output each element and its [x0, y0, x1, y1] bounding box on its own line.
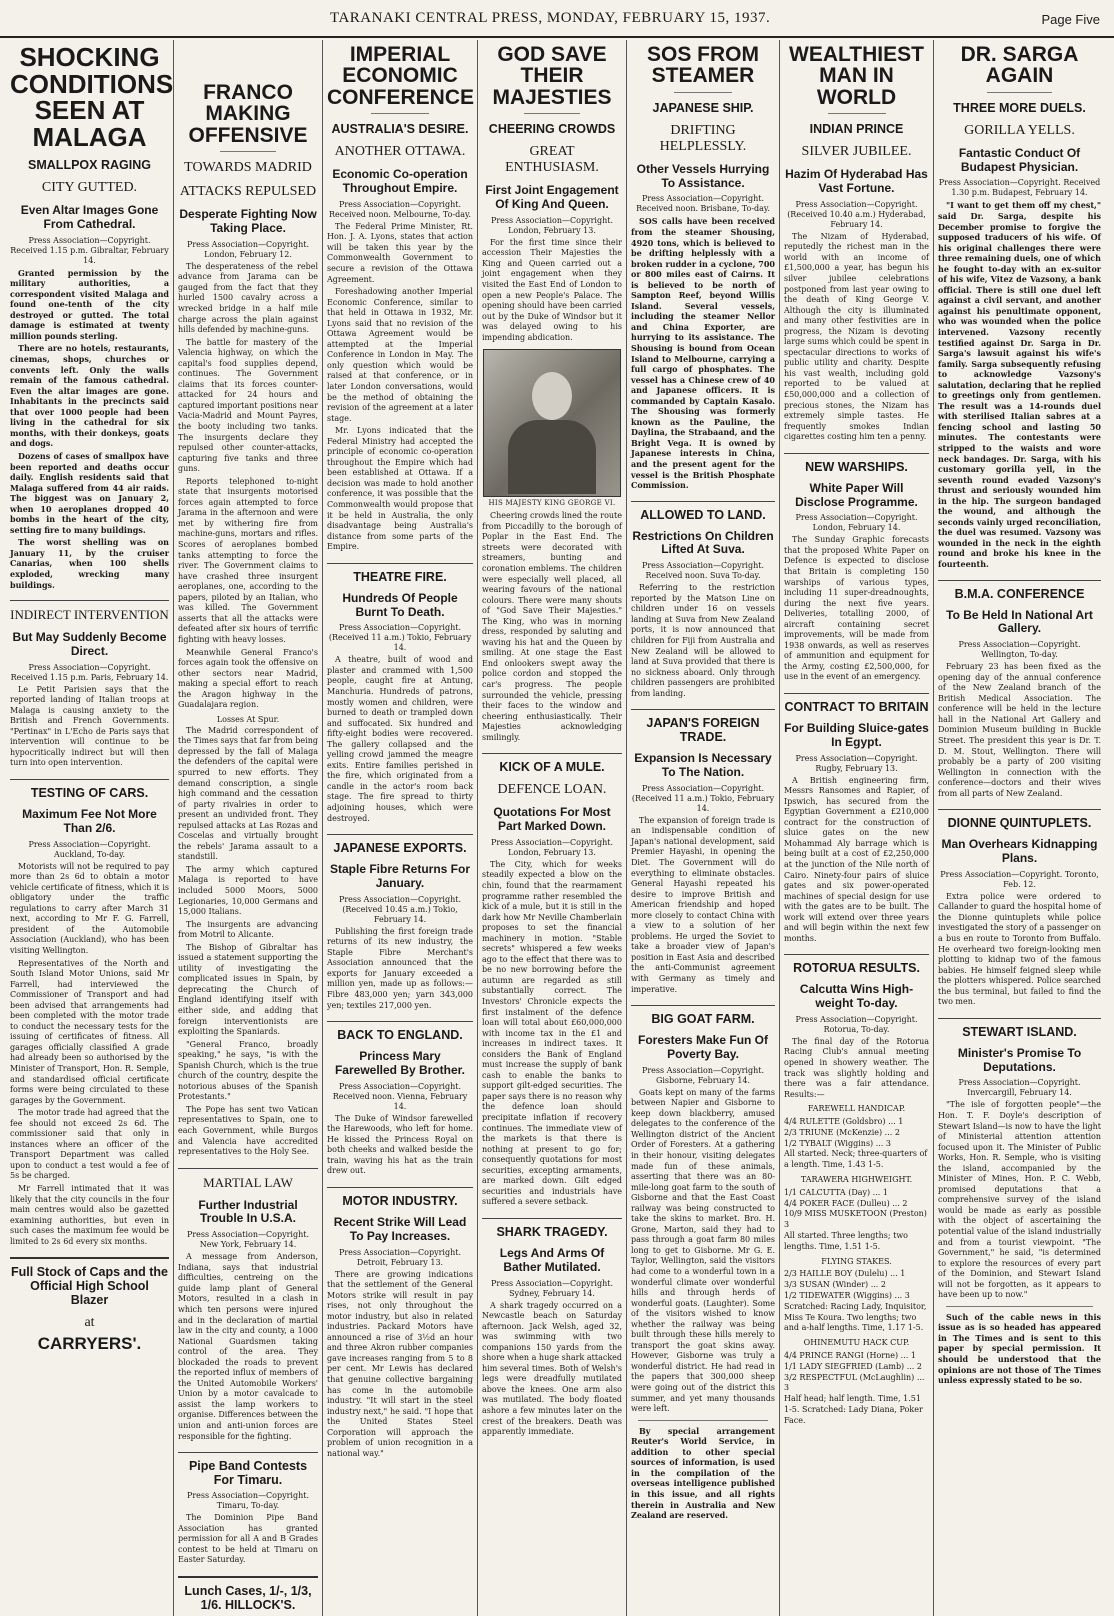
- race-result-row: 3/2 RESPECTFUL (McLaughlin) ... 3: [784, 1372, 925, 1393]
- paragraph: The Nizam of Hyderabad, reputedly the richest man in the world with an income of £1,500,000 a year, has begun his silver jubilee celebrations postponed from last year owing to the death of King George V. Although the city is illuminated and many other festivities are in progress, the Nizam is devoting large sums which could be spent in spectacular directions to works of public utility and charity. Despite his vast wealth, including gold reported to be valued at £50,000,000 and a collection of precious stones, the Nizam has extremely simple tastes. He frequently smokes Indian cigarettes costing him ten a penny.: [784, 231, 929, 442]
- paragraph: A message from Anderson, Indiana, says that industrial difficulties, centreing on the guide lamp plant of General Motors, resulted in a clash in which ten persons were injured and in the declaration of martial law in the city and county, a 1000 National Guardsmen taking control of the area. They blockaded the roads to prevent the reported influx of members of the United Automobile Workers' Union by a motor cavalcade to assist the lamp workers to organise. Differences between the union and anti-union forces are responsible for the fighting.: [178, 1252, 318, 1441]
- paragraph: Representatives of the North and South Island Motor Unions, said Mr Farrell, had interviewed the Commissioner of Transport and had been advised that arrangements had been completed with the motor trade to conduct the necessary tests for the issuing of certificates of fitness. All garages officially classified A grade had already been so authorised by the Minister of Transport, Hon. R. Semple, and standardised official certificate forms were being circulated to these garages by the Government.: [10, 958, 169, 1105]
- paragraph: "General Franco, broadly speaking," he says, "is with the Spanish Church, which is the true church of the country, despite the notorious abuses of the Spanish Protestants.": [178, 1039, 318, 1102]
- subhead: THREE MORE DUELS.: [953, 100, 1086, 115]
- subhead: TOWARDS MADRID: [184, 160, 312, 176]
- paragraph: Such of the cable news in this issue as is so headed has appeared in The Times and is sent to this paper by special permission. It should be understood that the opinions are not those of The Times unless expressly stated to be so.: [938, 1311, 1101, 1386]
- byline: Press Association—Copyright. (Received 10.40 a.m.) Hyderabad, February 14.: [787, 199, 926, 229]
- section-head: JAPANESE EXPORTS.: [327, 834, 473, 855]
- paragraph: Le Petit Parisien says that the reported landing of Italian troops at Malaga is causing anxiety to the British and French Governments. "Pertinax" in L'Echo de Paris says that intervention will continue to be hypocritically indirect but will then turn into open intervention.: [10, 684, 169, 768]
- headline-franco: FRANCO MAKING OFFENSIVE: [188, 81, 308, 147]
- race-result-row: 4/4 PRINCE RANGI (Horne) ... 1: [784, 1350, 916, 1360]
- paragraph: The Bishop of Gibraltar has issued a statement supporting the utility of investigating the complicated issues in Spain, by deprecating the Church of England identifying itself with either side, and adding that foreign interventionists are exploiting the Spaniards.: [178, 942, 318, 1037]
- paragraph: Mr Farrell intimated that it was likely that the city councils in the four main centres would also be gazetted examining authorities, but even in such cases the maximum fee would be limited to 2s 6d every six months.: [10, 1184, 169, 1246]
- byline: Press Association—Copyright. Toronto, Feb. 12.: [940, 869, 1099, 889]
- section-head: MOTOR INDUSTRY.: [327, 1187, 473, 1208]
- deck: For Building Sluice-gates In Egypt.: [784, 721, 929, 749]
- byline: Press Association—Copyright. Gisborne, February 14.: [641, 1065, 765, 1085]
- subhead: SILVER JUBILEE.: [801, 144, 912, 160]
- subhead: JAPANESE SHIP.: [652, 100, 754, 115]
- byline: Press Association—Copyright. Received noon. Vienna, February 14.: [332, 1081, 468, 1111]
- paragraph: The City, which for weeks steadily expected a blow on the chin, found that the rearmament programme rather resembled the kick of a mule, but it is still in the dark how Mr Neville Chamberlain proposes to set the financial machinery in motion. "Stable secrets" whispered a few weeks ago to the effect that there was to be no new borrowing before the autumn are regarded as still substantially correct. The Investors' Chronicle expects the first instalment of the defence loan will total about £60,000,000 with income tax in the £1 and increases in indirect taxes. It considers the Bank of England must increase the supply of bank cash to enable the banks to support gilt-edged securities. The paper says there is no reason why the defence loan should precipitate inflation if recovery continues. The immediate view of the markets is that there is nothing at present to go for; consequently quotations for most securities, excepting armaments, are marked down. Gilt edged securities and industrials have suffered a severe setback.: [482, 859, 622, 1207]
- headline-sarga: DR. SARGA AGAIN: [960, 43, 1079, 88]
- article-body: [10, 685, 169, 769]
- race-result-row: 2/3 HAILLE BOY (Dulelu) ... 1: [784, 1269, 906, 1279]
- paragraph: Reports telephoned to-night state that insurgents motorised forces again attempted to force Jarama in the afternoon and were met by withering fire from machine-guns, mortars and rifles. Scores of aeroplanes bombed tanks attempting to force the river. The Government claims to have crashed three insurgent aeroplanes, one, according to the papers, piloted by an Italian, who was killed. The Government asserts that all the attacks were defeated after six hours of terrific fighting with heavy losses.: [178, 476, 318, 644]
- deck: Foresters Make Fun Of Poverty Bay.: [637, 1033, 769, 1061]
- section-head: CONTRACT TO BRITAIN: [784, 693, 929, 714]
- article-body: [178, 1513, 318, 1566]
- section-head: BIG GOAT FARM.: [631, 1005, 775, 1026]
- deck: Legs And Arms Of Bather Mutilated.: [499, 1245, 605, 1274]
- headline-imperial: IMPERIAL ECONOMIC CONFERENCE: [327, 43, 475, 109]
- deck: Other Vessels Hurrying To Assistance.: [636, 161, 770, 190]
- byline: Press Association—Copyright. Received 1.30 p.m. Budapest, February 14.: [938, 178, 1101, 198]
- divider: [638, 1420, 768, 1421]
- section-head: SHARK TRAGEDY.: [482, 1218, 622, 1239]
- byline: Press Association—Copyright. Received noon. Melbourne, To-day.: [329, 199, 471, 219]
- byline: Press Association—Copyright. Received noon. Brisbane, To-day.: [636, 194, 770, 214]
- deck: Expansion Is Necessary To The Nation.: [634, 751, 772, 780]
- paragraph: February 23 has been fixed as the opening day of the annual conference of the New Zealand branch of the British Medical Association. The conference will be held in the lecture hall in the National Art Gallery and Dominion Museum building in Buckle Street. The president this year is Dr. T. D. M. Stout, Wellington. There will probably be a party of 200 visiting Wellington in connection with the conference—doctors and their wives from all parts of New Zealand.: [938, 662, 1101, 798]
- subsection-label: Losses At Spur.: [216, 714, 280, 724]
- column-5: [626, 40, 779, 1616]
- byline: Press Association—Copyright. London, February 13.: [490, 837, 614, 857]
- deck: Man Overhears Kidnapping Plans.: [941, 837, 1098, 866]
- paragraph: Extra police were ordered to Callander to guard the hospital home of the Dionne quintuplets while police investigated the story of a passenger on a bus en route to Toronto from Buffalo. He overheard two foreign-looking men plotting to kidnap two of the famous babies. He himself feigned sleep while the plotters whispered. Police searched the bus terminal, but failed to find the two men.: [938, 891, 1101, 1007]
- race-result-row: 1/1 LADY SIEGFRIED (Lamb) ... 2: [784, 1361, 922, 1371]
- paragraph: A shark tragedy occurred on a Newcastle beach on Saturday afternoon. Jack Welsh, aged 32, was swimming with two companions 150 yards from the shore when a huge shark attacked him several times. Both of Welsh's legs were dreadfully mutilated above the knees. One arm also was mutilated. The body floated ashore a few minutes later on the crest of the breakers. Death was apparently immediate.: [482, 1300, 623, 1437]
- byline: Press Association—Copyright. Received 1.15 p.m. Gibraltar, February 14.: [10, 235, 169, 265]
- deck: Maximum Fee Not More Than 2/6.: [22, 807, 157, 835]
- subhead: ATTACKS REPULSED: [179, 184, 317, 200]
- paragraph: Goats kept on many of the farms between Napier and Gisborne to keep down blackberry, amused delegates to the conference of the Wellington district of the Ancient Order of Foresters. At a gathering in their honour, visiting delegates made fun of these animals, asserting that there was an 80-mile-long goat farm to the south of Gisborne and that the East Coast railway was being constructed to take the skins to market. Bro. H. Grone, Marton, said they had to pass through a goat farm 80 miles long to get to Gisborne. Mr G. E. Taylor, Wellington, said the visitors had come to a wonderful town in a wonderful climate over wonderful hills and through herds of wonderful goats. (Laughter). Some of the visitors wished to know whether the railway was being built through these hills merely to transport the goat skins away. However, Gisborne was truly a wonderful district. He had read in the papers that 300,000 sheep were going out of the district this summer, and yet many thousands were left.: [631, 1087, 775, 1414]
- race-result-row: 3/3 SUSAN (Winder) ... 2: [784, 1280, 886, 1290]
- article-body: [327, 655, 473, 824]
- column-3: [322, 40, 477, 1616]
- section-head: NEW WARSHIPS.: [784, 453, 929, 474]
- section-head: B.M.A. CONFERENCE: [938, 580, 1101, 601]
- advertisement-store: CARRYERS'.: [37, 1334, 142, 1354]
- subhead: INDIAN PRINCE: [809, 122, 904, 137]
- article-body: [631, 216, 775, 490]
- divider: [674, 92, 732, 93]
- column-2: [173, 40, 322, 1616]
- byline: Press Association—Copyright. London, February 12.: [186, 239, 310, 259]
- section-head: THEATRE FIRE.: [327, 563, 473, 584]
- section-head: INDIRECT INTERVENTION: [10, 600, 169, 623]
- deck: Quotations For Most Part Marked Down.: [493, 805, 611, 834]
- paragraph: Meanwhile General Franco's forces again took the offensive on other sectors near Madrid, making a special effort to reach the Aragon highway in the Guadalajara region.: [178, 647, 318, 710]
- paragraph: A theatre, built of wood and plaster and crammed with 1,500 people, caught fire at Antung, Manchuria. Hundreds of patrons, mostly women and children, were burned to death or trampled down and suffocated. Six hundred and fifty-eight bodies were recovered. The gallery collapsed and the yelling crowd jammed the meagre exits. Entire families perished in the fire, which originated from a candle in the actor's room back stage. The fire spread to thirty adjoining houses, which were destroyed.: [327, 655, 473, 823]
- byline: Press Association—Copyright. Rotorua, To-day.: [795, 1014, 918, 1034]
- paragraph: Foreshadowing another Imperial Economic Conference, similar to that held in Ottawa in 1932, Mr. Lyons said that no revision of the Ottawa Agreement would be attempted at the Imperial Conference in London in May. The only question which would be raised at that conference, or in later London conversations, would be the method of obtaining the revision of the agreement at a later stage.: [327, 287, 473, 423]
- article-body: [178, 262, 318, 711]
- article-body: [784, 1037, 929, 1100]
- byline: Press Association—Copyright. Received 1.15 p.m. Paris, February 14.: [10, 662, 169, 682]
- byline: Press Association—Copyright. Invercargill, February 14.: [958, 1078, 1081, 1098]
- race-note: Scratched: Racing Lady, Inquisitor, Miss Te Koura. Two lengths; two and a-half lengths. Time, 1.17 1-5.: [784, 1301, 927, 1333]
- deck: Hazim Of Hyderabad Has Vast Fortune.: [785, 167, 928, 196]
- paragraph: The Federal Prime Minister, Rt. Hon. J. A. Lyons, states that action will be taken this year by the Commonwealth Government to secure a revision of the Ottawa Agreement.: [327, 221, 473, 284]
- headline-malaga: SHOCKING CONDITIONS SEEN AT MALAGA: [10, 42, 174, 152]
- subhead: CHEERING CROWDS: [488, 122, 616, 137]
- deck: Further Industrial Trouble In U.S.A.: [198, 1197, 298, 1226]
- race-result-row: 10/9 MISS MUSKETOON (Preston) 3: [784, 1209, 927, 1230]
- subhead: DRIFTING HELPLESSLY.: [659, 122, 747, 154]
- byline: Press Association—Copyright. Timaru, To-day.: [186, 1491, 310, 1511]
- race-title: FLYING STAKES.: [821, 1256, 892, 1266]
- paragraph: For the first time since their accession Their Majesties the King and Queen carried out a joint engagement when they visited the East End of London to open a new People's Palace. The opening should have been carried out by the Duke of Windsor but it was delayed owing to his impending abdication.: [482, 237, 622, 342]
- columns: [6, 40, 1110, 1612]
- race-note: All started. Three lengths; two lengths. Time, 1.51 1-5.: [784, 1230, 908, 1251]
- section-head: ROTORUA RESULTS.: [784, 954, 929, 975]
- king-portrait-photo: [483, 349, 621, 497]
- paragraph: The expansion of foreign trade is an indispensable condition of Japan's national development, said Premier Hayashi, in opening the Diet. The Government will do everything to eliminate obstacles. General Hayashi repeated his desire to improve British and American friendship and hoped more closely to contact China with a view to a solution of her problems. He urged the Soviet to take a broader view of Japan's position in East Asia and described the anti-Communist agreement with Germany as timely and imperative.: [631, 815, 775, 994]
- article-body: [327, 927, 473, 1011]
- paragraph: The Dominion Pipe Band Association has granted permission for all A and B Grades contest to be held at Timaru on Easter Saturday.: [178, 1513, 318, 1565]
- article-body: [631, 1088, 775, 1415]
- section-head: Pipe Band Contests For Timaru.: [178, 1452, 318, 1487]
- paragraph: There are no hotels, restaurants, cinemas, shops, churches or convents left. Only the walls remain of the famous cathedral. Even the altar images are gone. Inhabitants in the precincts said that over 1000 people had been living in the cathedral for six months, with their donkeys, goats and dogs.: [10, 343, 169, 449]
- article-body: [10, 268, 169, 590]
- masthead: [0, 0, 1114, 38]
- article-body: [784, 776, 929, 945]
- paragraph: The motor trade had agreed that the fee should not exceed 2s 6d. The commissioner said that only in instances where an officer of the Transport Department was called upon to conduct a test would a fee of 5s be charged.: [10, 1108, 169, 1181]
- paragraph: By special arrangement Reuter's World Service, in addition to other special sources of information, is used in the compilation of the overseas intelligence published in this issue, and all rights therein in Australia and New Zealand are reserved.: [631, 1425, 775, 1521]
- byline: Press Association—Copyright. Auckland, To-day.: [28, 839, 151, 859]
- divider: [371, 113, 429, 114]
- divider: [946, 1306, 1093, 1307]
- page-number: Page Five: [1041, 12, 1100, 27]
- deck: White Paper Will Disclose Programme.: [795, 480, 918, 509]
- article-body: [178, 1252, 318, 1442]
- paragraph: The Sunday Graphic forecasts that the proposed White Paper on Defence is expected to disclose that Britain is completing 150 warships of various types, including 11 super-dreadnoughts, during the next five years. Deliveries, totalling 2000, of aircraft containing secret improvements, will be made from 1938 onwards, as well as reserves of ammunition and equipment for the Army, costing £2,500,000, for use in the event of an emergency.: [784, 535, 929, 682]
- portrait-uniform: [508, 420, 596, 494]
- section-head: MARTIAL LAW: [178, 1168, 318, 1191]
- masthead-title: TARANAKI CENTRAL PRESS, MONDAY, FEBRUARY 15, 1937.: [330, 10, 771, 26]
- advertisement: Lunch Cases, 1/-, 1/3, 1/6. HILLOCK'S.: [178, 1576, 318, 1612]
- divider: [828, 113, 886, 114]
- article-body: [327, 1114, 473, 1177]
- byline: Press Association—Copyright. (Received 11 a.m.) Tokio, February 14.: [328, 623, 472, 653]
- paragraph: Granted permission by the military authorities, a correspondent visited Malaga and found one-tenth of the city destroyed or gutted. The total damage is estimated at twenty million pounds sterling.: [10, 267, 169, 341]
- article-body: [482, 511, 622, 743]
- divider: [987, 92, 1052, 93]
- deck: First Joint Engagement Of King And Queen.: [485, 183, 619, 212]
- paragraph: The battle for mastery of the Valencia highway, on which the capital's food supplies depend, continues. The Government claims that its forces counter-attacked for 24 hours and captured important positions near Vacia-Madrid and Mount Payres, the booty including two tanks. The insurgents declare they repulsed other counter-attacks, capturing five tanks and three guns.: [178, 337, 318, 474]
- byline: Press Association—Copyright. Detroit, February 13.: [338, 1247, 462, 1267]
- byline: Press Association—Copyright. New York, February 14.: [186, 1230, 310, 1250]
- column-1: [6, 40, 173, 1616]
- photo-caption: HIS MAJESTY KING GEORGE VI.: [488, 499, 616, 508]
- race-results: [784, 1104, 929, 1426]
- spacer: [178, 40, 318, 78]
- paragraph: "The isle of forgotten people"—the Hon. T. F. Doyle's description of Stewart Island—is now to have the light of Ministerial attention attention focused upon it. The Minister of Public Works, Hon. R. Semple, who is visiting the island, accompanied by the Minister of Mines, Hon. P. C. Webb, promised deputations that a comprehensive survey of the island would be made as early as possible with the object of ascertaining the potential value of the island industrially and from a tourist viewpoint. "The Government," he said, "is determined to explore the resources of every part of the Dominion, and Stewart Island will not be forgotten, as it appears to have been up to now.": [938, 1100, 1101, 1300]
- deck: Staple Fibre Returns For January.: [329, 862, 471, 890]
- section-head: TESTING OF CARS.: [10, 779, 169, 800]
- subhead: AUSTRALIA'S DESIRE.: [331, 122, 469, 137]
- section-head: STEWART ISLAND.: [938, 1018, 1101, 1039]
- paragraph: Motorists will not be required to pay more than 2s 6d to obtain a motor vehicle certificate of fitness, which it is obligatory under the traffic regulations to carry after March 31 next, according to Mr F. G. Farrell, president of the Automobile Association (Auckland), who has been visiting Wellington.: [10, 861, 169, 955]
- subhead: GREAT ENTHUSIASM.: [505, 144, 599, 176]
- section-head: BACK TO ENGLAND.: [327, 1021, 473, 1042]
- portrait-face: [532, 372, 572, 420]
- headline-majesties: GOD SAVE THEIR MAJESTIES: [492, 43, 612, 109]
- race-result-row: 4/4 POKER FACE (Dulleu) ... 2: [784, 1198, 908, 1208]
- section-head: JAPAN'S FOREIGN TRADE.: [631, 709, 775, 744]
- column-7: [933, 40, 1105, 1616]
- subhead: GORILLA YELLS.: [964, 122, 1075, 138]
- article-body: [482, 860, 622, 1208]
- race-result-row: 1/2 TIDEWATER (Wiggins) ... 3: [784, 1290, 910, 1300]
- deck: Restrictions On Children Lifted At Suva.: [632, 528, 774, 557]
- paragraph: The Duke of Windsor farewelled the Harewoods, who left for home. He kissed the Princess Royal on both cheeks and walked beside the train, waving his hat as the train drew out.: [327, 1113, 473, 1176]
- paragraph: There are growing indications that the settlement of the General Motors strike will result in pay rises, not only throughout the motor industry, but also in related industries. Packard Motors have announced a rise of 3½d an hour and three Akron rubber companies gave increases ranging from 5 to 8 per cent. Mr Lewis has declared that genuine collective bargaining has come in the automobile industry. "It will start in the steel industry next," he said. "I hope that the United States Steel Corporation will approach the problem of union recognition in a national way.": [327, 1269, 473, 1458]
- advertisement: Full Stock of Caps and the Official High School Blazer: [10, 1257, 169, 1307]
- article-body: [938, 662, 1101, 799]
- section-head: KICK OF A MULE.: [482, 753, 622, 774]
- deck: Even Altar Images Gone From Cathedral.: [20, 203, 159, 231]
- paragraph: SOS calls have been received from the steamer Shousing, 4920 tons, which is believed to be drifting helplessly with a broken rudder in a cyclone, 700 or 800 miles east of Cairns. It is believed to be north of Sampton Reef, beyond Willis Island. Several vessels, including the steamer Nellor and China Exporter, are hurrying to its assistance. The Shousing is bound from Ocean Island to Melbourne, carrying a full cargo of phosphates. The vessel has a Chinese crew of 40 and Japanese officers. It is commanded by Captain Kasalo. The Shousing was formerly known as the Pauline, the Daylina, the Strabaand, and the Bright Vega. It is owned by Japanese interests in China, and the present agent for the vessel is the British Phosphate Commission.: [631, 216, 775, 491]
- race-note: Half head; half length. Time, 1.51 1-5. Scratched: Lady Diana, Poker Face.: [784, 1394, 923, 1425]
- deck: Princess Mary Farewelled By Brother.: [334, 1049, 466, 1077]
- section-head: ALLOWED TO LAND.: [631, 501, 775, 522]
- article-body: [10, 862, 169, 1248]
- article-body: [631, 583, 775, 699]
- paragraph: A British engineering firm, Messrs Ransomes and Rapier, of Ipswich, has secured from the Egyptian Government a £210,000 contract for the construction of sluice gates on the new Mohammad Aly barrage which is being built at a cost of £2,250,000 at the junction of the Nile north of Cairo. Ninety-four pairs of sluice gates and six power-operated machines of special design for use with the gates are to be built. The work will extend over three years and will begin within the next few months.: [784, 775, 929, 943]
- race-note: All started. Neck; three-quarters of a length. Time, 1.43 1-5.: [784, 1149, 928, 1170]
- subhead: SMALLPOX RAGING: [28, 158, 151, 173]
- paragraph: "I want to get them off my chest," said Dr. Sarga, despite his December promise to forgive the supposed traducers of his wife. Of his original challenges there were three remaining duels, one of which he fought to-day with an ex-suitor of his wife, Vitez de Vazsony, a bank official. There is still one duel left against a civil servant, and another against his penultimate opponent, who was wounded when the police intervened. Vazsony recently testified against Dr. Sarga in Dr. Sarga's lawsuit against his wife's family. Sarga subsequently refusing to acknowledge Vazsony's salutation, declaring that he replied to greetings only from gentlemen. The result was a 14-rounds duel with sterilised Italian sabres at a fencing school and lasting 50 minutes. The contestants were stripped to the waists and wore neck bandages. Dr. Sarga, with his customary gorilla yell, in the seventh round evaded Vazsony's thrust and seriously wounded him in the hip. The surgeon bandaged the wound, and although the seconds vainly urged reconciliation, the duel was resumed. Vazsony was wounded in the neck in the eighth round and broke his knee in the fourteenth.: [938, 200, 1101, 569]
- advertisement-at: at: [84, 1315, 95, 1331]
- paragraph: The worst shelling was on January 11, by the cruiser Canarias, when 100 shells exploded, wrecking many buildings.: [10, 537, 169, 590]
- article-body: [327, 1270, 473, 1460]
- paragraph: Dozens of cases of smallpox have been reported and deaths occur daily. English residents said that Malaga suffered from 44 air raids. The biggest was on January 2, when 10 aeroplanes dropped 40 bombs in the heart of the city, setting fire to many buildings.: [10, 450, 169, 535]
- section-head: DIONNE QUINTUPLETS.: [938, 809, 1101, 830]
- deck: To Be Held In National Art Gallery.: [946, 607, 1093, 636]
- byline: Press Association—Copyright. London, February 13.: [490, 215, 614, 235]
- race-title: FAREWELL HANDICAP.: [807, 1104, 906, 1114]
- article-body: [784, 232, 929, 443]
- byline: Press Association—Copyright. Wellington, To-day.: [958, 640, 1081, 660]
- deck: Desperate Fighting Now Taking Place.: [179, 207, 317, 236]
- column-6: [779, 40, 933, 1616]
- article-body: [784, 535, 929, 683]
- times-notice: [938, 1312, 1101, 1386]
- divider: [524, 113, 580, 114]
- article-body: [631, 816, 775, 995]
- race-title: TARAWERA HIGHWEIGHT.: [800, 1175, 913, 1184]
- paragraph: The insurgents are advancing from Motril to Alicante.: [178, 919, 318, 940]
- paragraph: Mr. Lyons indicated that the Federal Ministry had accepted the principle of economic co-operation throughout the Empire which had been established at Ottawa. If a decision was made to hold another conference, it was possible that the Commonwealth would propose that it be held in Australia, the only disadvantage being Australia's distance from some parts of the Empire.: [327, 426, 473, 552]
- article-body: [327, 222, 473, 553]
- deck: Economic Co-operation Throughout Empire.: [332, 167, 468, 196]
- paragraph: The desperateness of the rebel advance from Jarama can be gauged from the fact that they hurled 1500 cavalry across a wrecked bridge in a half mile charge across the plain against hills defended by machine-guns.: [178, 261, 318, 335]
- race-result-row: 1/2 TYBALT (Wiggins) ... 3: [784, 1138, 891, 1148]
- article-body: [938, 200, 1101, 569]
- paragraph: The Pope has sent two Vatican representatives to Spain, one to each Government, while Burgos and Valencia have accredited representatives to the Holy See.: [178, 1104, 318, 1157]
- byline: Press Association—Copyright. London, February 14.: [795, 513, 918, 533]
- race-result-row: 4/4 RULETTE (Goldsbro) ... 1: [784, 1117, 904, 1127]
- deck: Recent Strike Will Lead To Pay Increases.: [333, 1214, 467, 1243]
- deck: Hundreds Of People Burnt To Death.: [342, 590, 458, 619]
- article-body: [482, 1301, 622, 1438]
- paragraph: The army which captured Malaga is reported to have included 5000 Moors, 5000 Legionaries, 10,000 Germans and 15,000 Italians.: [178, 864, 318, 917]
- paragraph: Cheering crowds lined the route from Piccadilly to the borough of Poplar in the East End. The streets were decorated with streamers, bunting and coronation emblems. The children were especially well placed, all wearing favours of the national colours. There were many shouts of "God Save Their Majesties." The King, who was in morning dress, responded by saluting and waving his hat and the Queen by smiling. At one stage the East End onlookers swept away the police cordon and stopped the car's progress. The people surrounded the vehicle, pressing their faces to the window and cheering enthusiastically. Their Majesties acknowledging smilingly.: [482, 511, 622, 742]
- paragraph: The Madrid correspondent of the Times says that far from being depressed by the fall of Malaga the defenders of the capital were spurred to new efforts. They demand conscription, a single high command and the cessation of party rivalries in order to present an undivided front. They repulsed attacks at Las Rozas and Coscelas and virtually brought the rebels' Jarama assault to a standstill.: [178, 725, 318, 862]
- reuters-notice: [631, 1426, 775, 1521]
- headline-wealthiest: WEALTHIEST MAN IN WORLD: [789, 43, 924, 109]
- subhead: ANOTHER OTTAWA.: [334, 144, 466, 160]
- byline: Press Association—Copyright. Received noon. Suva To-day.: [641, 561, 765, 581]
- race-result-row: 1/1 CALCUTTA (Day) ... 1: [784, 1187, 888, 1197]
- article-body: [482, 238, 622, 343]
- byline: Press Association—Copyright. (Received 10.45 a.m.) Tokio, February 14.: [338, 894, 462, 924]
- article-body: [938, 1100, 1101, 1300]
- column-4: [477, 40, 626, 1616]
- deck: Minister's Promise To Deputations.: [957, 1045, 1082, 1074]
- byline: Press Association—Copyright. Rugby, February 13.: [795, 753, 918, 773]
- subhead: CITY GUTTED.: [41, 180, 138, 196]
- paragraph: The final day of the Rotorua Racing Club's annual meeting opened in showery weather. The track was slightly holding and there was a fair attendance. Results:—: [784, 1036, 929, 1099]
- race-result-row: 2/3 TRIUNE (McKenzie) ... 2: [784, 1127, 900, 1137]
- divider: [220, 151, 276, 152]
- race-title: OHINEMUTU HACK CUP.: [803, 1338, 910, 1348]
- deck: Calcutta Wins High-weight To-day.: [799, 982, 914, 1011]
- paragraph: Publishing the first foreign trade returns of its new industry, the Staple Fibre Merchant's Association announced that the exports for January exceeded a million yen, made up as follows:—Fibre 483,000 yen; yarn 343,000 yen; textiles 217,000 yen.: [327, 926, 473, 1010]
- headline-sos: SOS FROM STEAMER: [646, 43, 759, 88]
- deck: Fantastic Conduct Of Budapest Physician.: [958, 145, 1081, 174]
- subhead: DEFENCE LOAN.: [497, 782, 607, 798]
- article-body: [178, 726, 318, 1158]
- paragraph: Referring to the restriction reported by the Matson Line on children under 16 on vessels landing at Suva from New Zealand ports, it is now announced that children for Fiji from Australia and New Zealand will be allowed to land at Suva provided that there is no sickness aboard. Only through children passengers are prohibited from landing.: [631, 583, 775, 698]
- byline: Press Association—Copyright. (Received 11 a.m.) Tokio, February 14.: [631, 783, 775, 813]
- article-body: [938, 892, 1101, 1008]
- deck: But May Suddenly Become Direct.: [12, 630, 167, 658]
- byline: Press Association—Copyright. Sydney, February 14.: [490, 1278, 614, 1298]
